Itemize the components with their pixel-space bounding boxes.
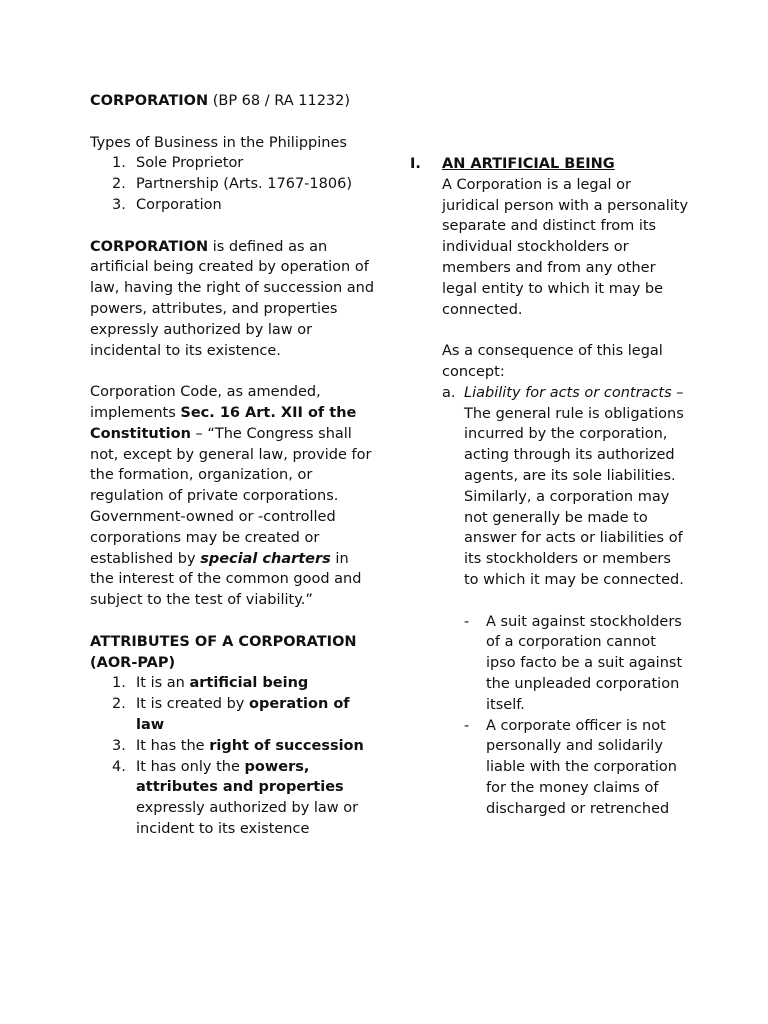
title-bold: CORPORATION [90,93,209,109]
section-title: AN ARTIFICIAL BEING [442,156,615,172]
list-item: 1. It is an artificial being [112,675,309,692]
list-item: 4. It has only the powers, attributes and properties expressly authorized by law or incident to its existence [112,758,359,837]
title-rest: (BP 68 / RA 11232) [208,93,351,109]
list-item: 2. Partnership (Arts. 1767-1806) [112,176,352,193]
types-heading: Types of Business in the Philippines [90,134,347,151]
doc-title [90,91,375,112]
code-paragraph: Corporation Code, as amended, implements Sec. 16 Art. XII of the Constitution – “The Congress shall not, except by general law, provide for the formation, organization, or regulation of private corporations. Government-owned or -controlled corporations may be created or established by special charters in the interest of the common good and subject to the test of viability.” [90,384,372,609]
intro-paragraph: A Corporation is a legal or juridical person with a personality separate and distinct from its individual stockholders or members and from any other legal entity to which it may be connected. [442,176,689,318]
list-item: 2. It is created by operation of law [112,696,350,733]
attributes-heading: ATTRIBUTES OF A CORPORATION (AOR-PAP) [90,633,357,671]
list-item: 3. It has the right of succession [112,737,364,754]
left-column [90,91,375,840]
attributes-list [90,673,375,839]
list-item: 1. Sole Proprietor [112,155,244,172]
list-item: - A corporate officer is not personally and solidarily liable with the corporation for the money claims of discharged or retrenched [464,717,677,817]
item-a: a. Liability for acts or contracts – The general rule is obligations incurred by the corporation, acting through its authorized agents, are its sole liabilities. Similarly, a corporation may not generally be made to answer for acts or liabilities of its stockholders or members to which it may be connected. [442,384,684,588]
list-item: - A suit against stockholders of a corporation cannot ipso facto be a suit against the unpleaded corporation itself. [464,613,683,713]
list-item: 3. Corporation [112,196,222,213]
right-column [410,154,690,820]
consequence-paragraph: As a consequence of this legal concept: [442,343,663,380]
definition-paragraph: CORPORATION is defined as an artificial being created by operation of law, having the right of succession and powers, attributes, and properties expressly authorized by law or incidental to its existence. [90,238,375,359]
section-heading [410,154,690,175]
roman-numeral: I. [410,156,421,172]
types-list [90,153,375,215]
